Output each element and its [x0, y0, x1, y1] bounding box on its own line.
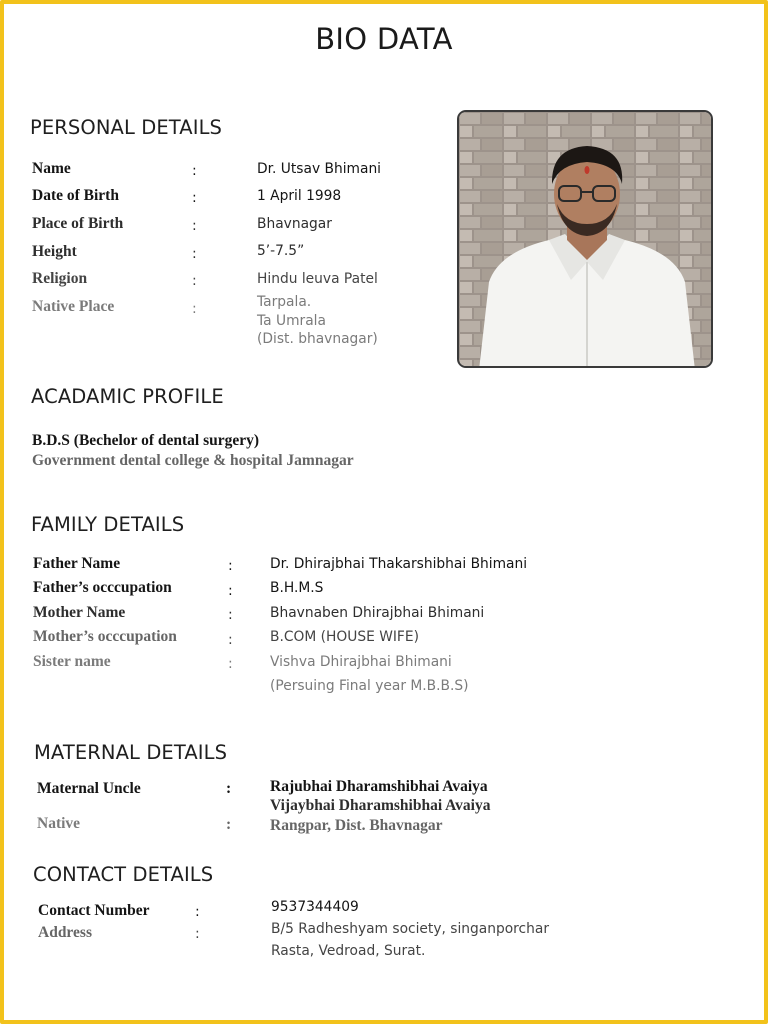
mother-occupation-value: B.COM (HOUSE WIFE): [270, 629, 419, 645]
maternal-native-label: Native: [37, 815, 81, 832]
address-colon: :: [195, 926, 200, 942]
religion-label: Religion: [32, 270, 88, 287]
native-place-label: Native Place: [32, 298, 115, 315]
profile-photo: [457, 110, 713, 368]
sister-name-colon: :: [228, 656, 233, 672]
academic-degree: B.D.S (Bechelor of dental surgery): [32, 432, 260, 449]
sister-name-label: Sister name: [33, 653, 111, 670]
mother-name-colon: :: [228, 607, 233, 623]
religion-value: Hindu leuva Patel: [257, 271, 378, 287]
father-occupation-label: Father’s occcupation: [33, 579, 172, 596]
sister-name-line-2: (Persuing Final year M.B.B.S): [270, 678, 469, 694]
mother-occupation-label: Mother’s occcupation: [33, 628, 177, 645]
father-name-colon: :: [228, 558, 233, 574]
pob-value: Bhavnagar: [257, 216, 332, 232]
native-place-line-3: (Dist. bhavnagar): [257, 331, 378, 347]
academic-profile-heading: ACADAMIC PROFILE: [31, 385, 224, 408]
name-label: Name: [32, 160, 71, 177]
page-title: BIO DATA: [315, 22, 453, 56]
height-colon: :: [192, 246, 197, 262]
father-name-label: Father Name: [33, 555, 121, 572]
maternal-details-heading: MATERNAL DETAILS: [34, 741, 228, 764]
maternal-uncle-label: Maternal Uncle: [37, 780, 141, 797]
address-line-2: Rasta, Vedroad, Surat.: [271, 943, 426, 959]
dob-colon: :: [192, 190, 197, 206]
dob-value: 1 April 1998: [257, 188, 342, 204]
address-line-1: B/5 Radheshyam society, singanporchar: [271, 921, 550, 937]
religion-colon: :: [192, 273, 197, 289]
mother-name-value: Bhavnaben Dhirajbhai Bhimani: [270, 605, 485, 621]
address-label: Address: [38, 924, 92, 941]
mother-occupation-colon: :: [228, 632, 233, 648]
contact-number-colon: :: [195, 904, 200, 920]
native-place-colon: :: [192, 301, 197, 317]
academic-college: Government dental college & hospital Jamnagar: [32, 452, 354, 469]
name-colon: :: [192, 163, 197, 179]
contact-details-heading: CONTACT DETAILS: [33, 863, 214, 886]
height-value: 5’-7.5”: [257, 243, 305, 259]
mother-name-label: Mother Name: [33, 604, 126, 621]
maternal-uncle-colon: :: [226, 780, 232, 797]
height-label: Height: [32, 243, 77, 260]
father-occupation-colon: :: [228, 583, 233, 599]
native-place-line-1: Tarpala.: [257, 294, 312, 310]
maternal-uncle-line-1: Rajubhai Dharamshibhai Avaiya: [270, 778, 488, 795]
contact-number-label: Contact Number: [38, 902, 150, 919]
personal-details-heading: PERSONAL DETAILS: [30, 116, 223, 139]
father-occupation-value: B.H.M.S: [270, 580, 324, 596]
name-value: Dr. Utsav Bhimani: [257, 161, 382, 177]
pob-label: Place of Birth: [32, 215, 124, 232]
contact-number-value: 9537344409: [271, 899, 359, 915]
maternal-uncle-line-2: Vijaybhai Dharamshibhai Avaiya: [270, 797, 491, 814]
native-place-line-2: Ta Umrala: [257, 313, 326, 329]
sister-name-line-1: Vishva Dhirajbhai Bhimani: [270, 654, 452, 670]
maternal-native-colon: :: [226, 816, 232, 833]
father-name-value: Dr. Dhirajbhai Thakarshibhai Bhimani: [270, 556, 528, 572]
maternal-native-value: Rangpar, Dist. Bhavnagar: [270, 817, 443, 834]
dob-label: Date of Birth: [32, 187, 119, 204]
family-details-heading: FAMILY DETAILS: [31, 513, 185, 536]
pob-colon: :: [192, 218, 197, 234]
